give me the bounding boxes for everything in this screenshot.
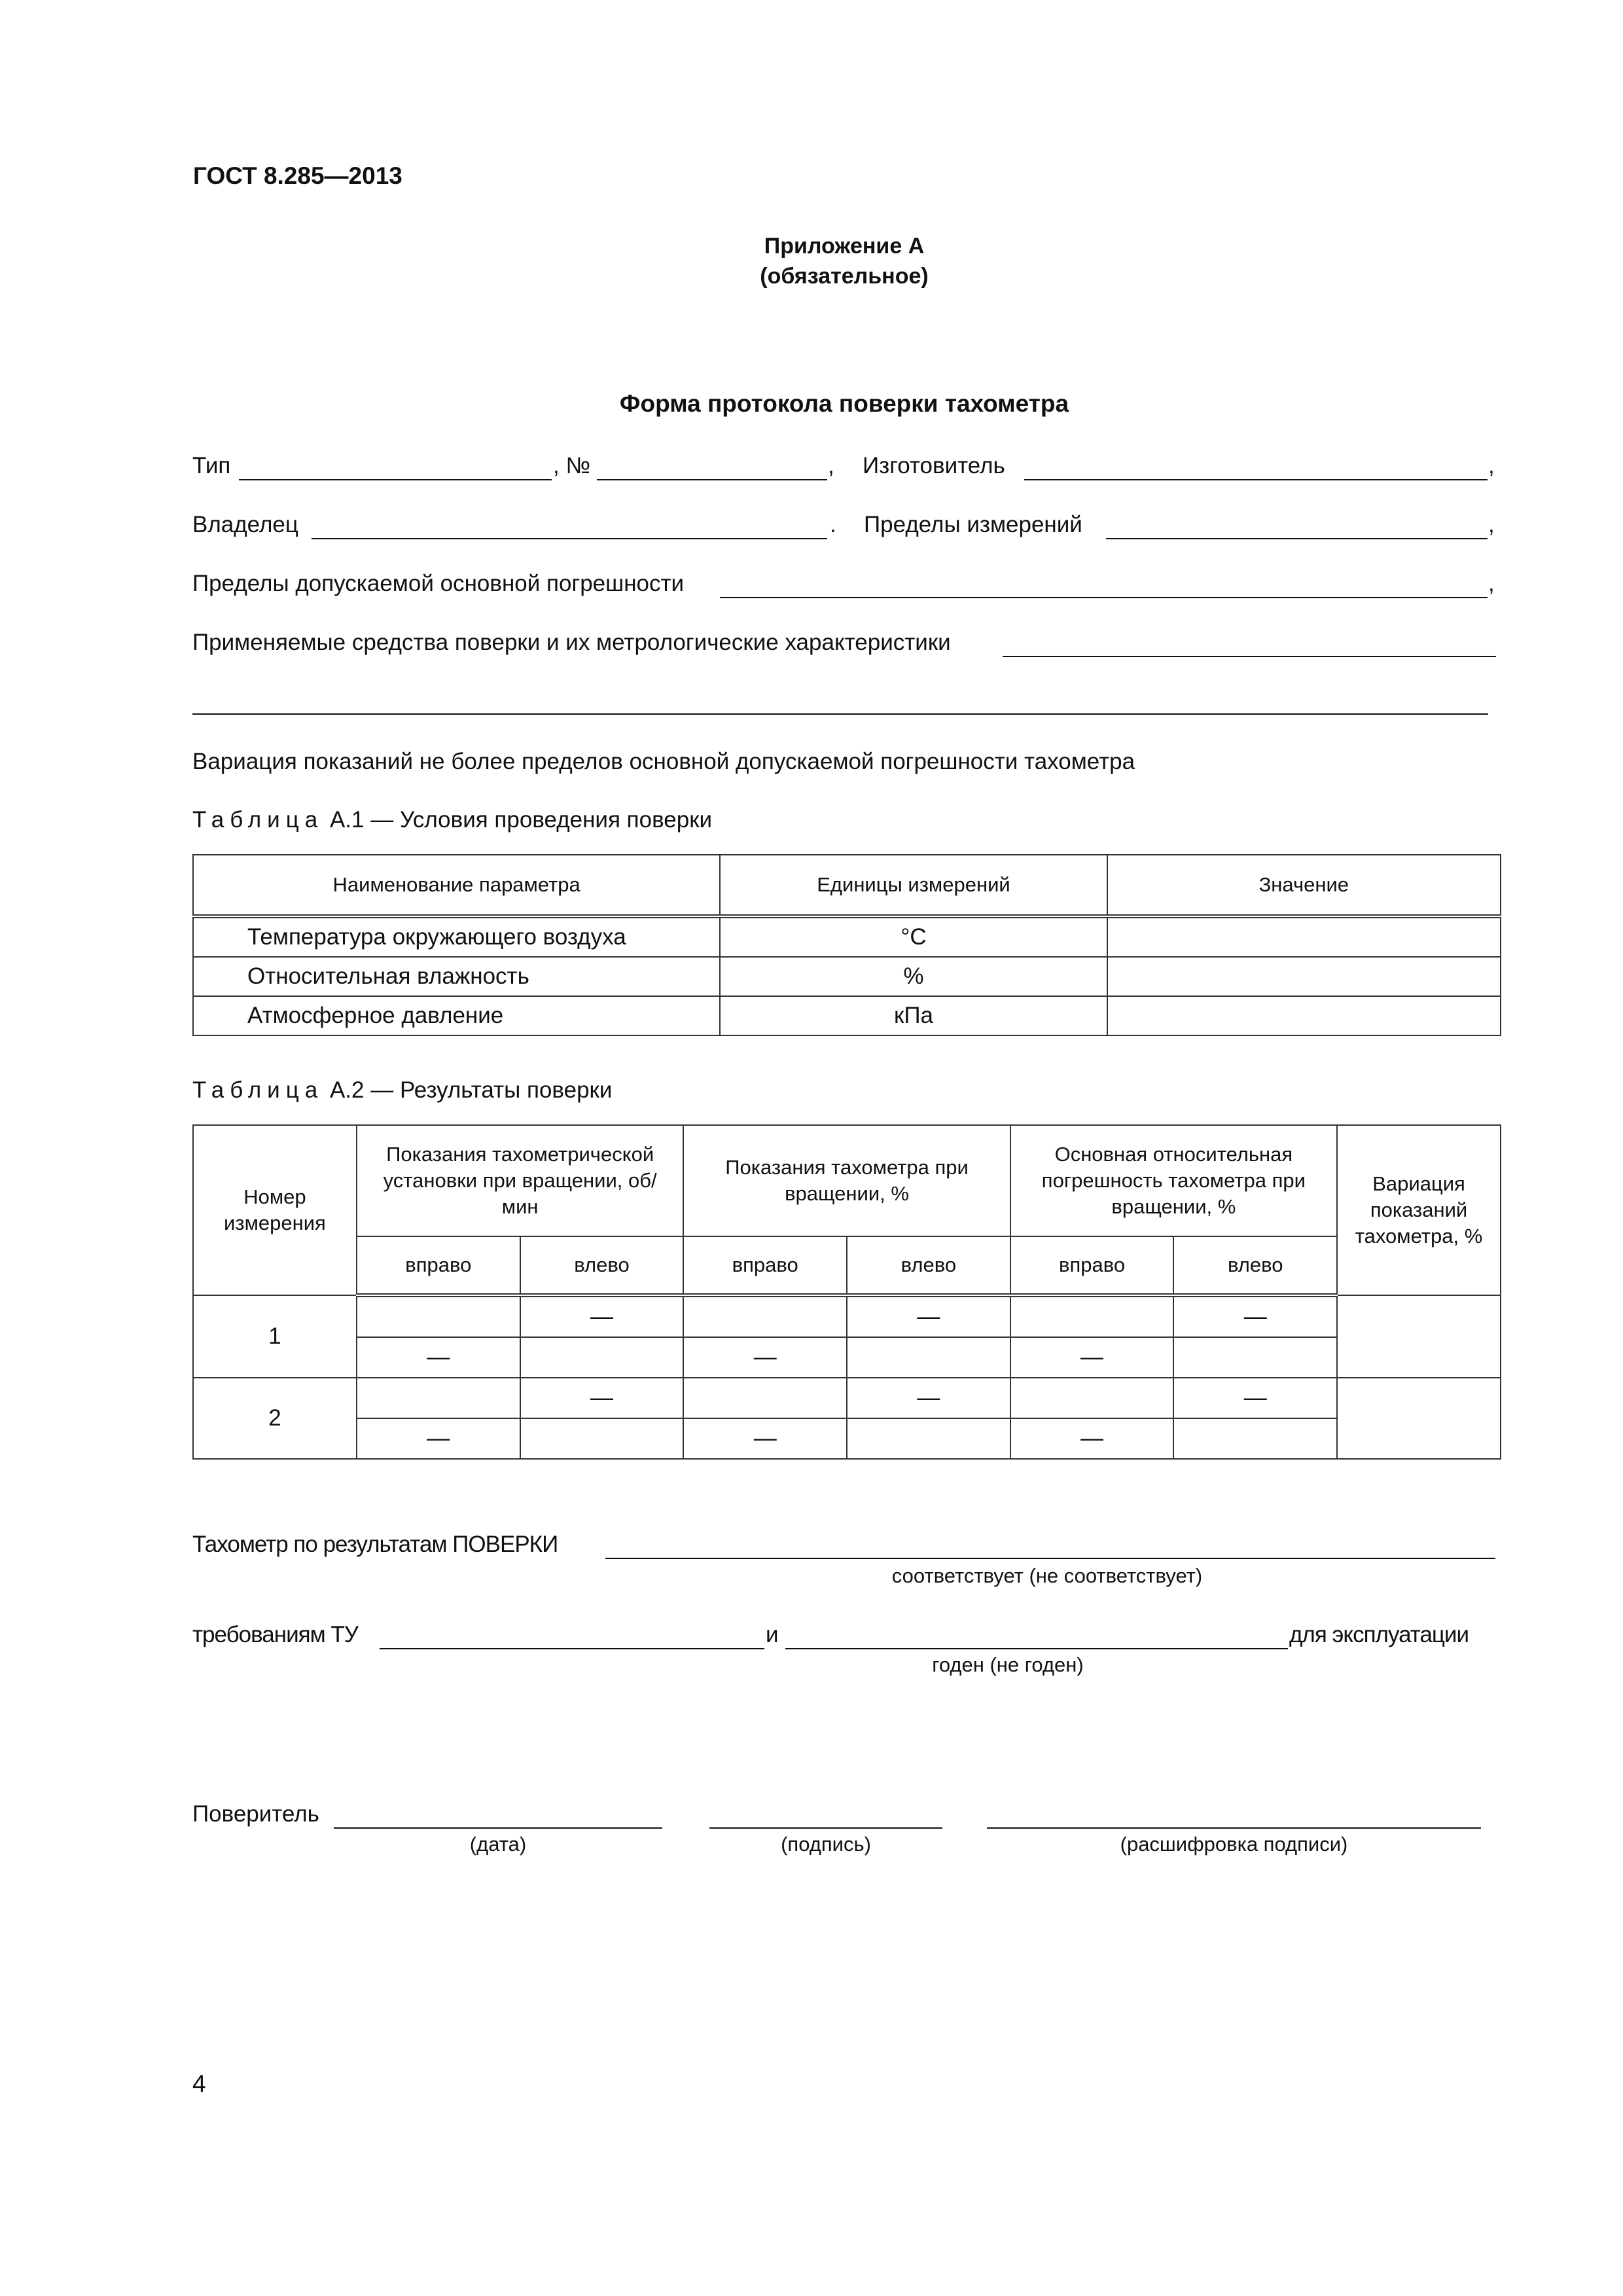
date-caption: (дата) (469, 1833, 527, 1856)
table-a1-param-name: Температура окружающего воздуха (193, 916, 720, 957)
range-label: Пределы измерений (864, 512, 1082, 537)
error-limits-label: Пределы допускаемой основной погрешности (192, 571, 685, 596)
table-a1-param-value[interactable] (1107, 957, 1501, 996)
table-a1-param-name: Относительная влажность (193, 957, 720, 996)
table-a2-dash: — (1173, 1295, 1337, 1337)
error-limits-end: , (1488, 571, 1495, 596)
table-a1-param-value[interactable] (1107, 916, 1501, 957)
measurement-number: 2 (193, 1378, 357, 1459)
appendix-title: Приложение А (764, 234, 925, 259)
number-end: , (828, 453, 834, 478)
owner-field[interactable] (312, 513, 827, 539)
conclusion-label: Тахометр по результатам ПОВЕРКИ (192, 1532, 558, 1557)
table-a2-cell[interactable] (520, 1337, 684, 1378)
table-a2-cell[interactable] (520, 1418, 684, 1459)
table-a2-cell[interactable] (847, 1337, 1010, 1378)
table-a2-dash: — (357, 1337, 520, 1378)
table-a1-param-value[interactable] (1107, 996, 1501, 1035)
table-a2-subheader-left: влево (847, 1236, 1010, 1295)
table-a2-cell[interactable] (683, 1295, 847, 1337)
table-a2-dash: — (1010, 1418, 1174, 1459)
number-field[interactable] (597, 454, 827, 480)
table-a2-header-number: Номер измерения (193, 1125, 357, 1295)
variation-text: Вариация показаний не более пределов основной допускаемой погрешности тахометра (192, 749, 1135, 774)
table-a2-dash: — (847, 1378, 1010, 1418)
table-a1-param-unit: % (720, 957, 1107, 996)
conclusion-compliance-caption: соответствует (не соответствует) (891, 1564, 1203, 1587)
number-label: , № (553, 453, 590, 478)
table-a2-dash: — (683, 1418, 847, 1459)
table-row (193, 916, 1501, 957)
table-a2-dash: — (520, 1295, 684, 1337)
table-a2-header-variation: Вариация показаний тахометра, % (1337, 1125, 1501, 1295)
type-field[interactable] (239, 454, 552, 480)
table-a2-caption-prefix: Таблица (192, 1077, 324, 1103)
range-field[interactable] (1106, 513, 1488, 539)
table-a2-subheader-right: вправо (683, 1236, 847, 1295)
manufacturer-end: , (1488, 453, 1495, 478)
date-field[interactable] (334, 1803, 662, 1829)
error-limits-field[interactable] (720, 572, 1488, 598)
type-label: Тип (192, 453, 231, 478)
table-a2-variation-cell[interactable] (1337, 1378, 1501, 1459)
operation-label: для эксплуатации (1289, 1622, 1469, 1647)
table-row (193, 996, 1501, 1035)
manufacturer-field[interactable] (1024, 454, 1488, 480)
table-a2-subheader-right: вправо (1010, 1236, 1174, 1295)
name-decoding-field[interactable] (987, 1803, 1481, 1829)
table-a2-dash: — (1173, 1378, 1337, 1418)
table-a2-header-setup: Показания тахометрической установки при вращении, об/мин (357, 1125, 683, 1236)
table-a2-cell[interactable] (357, 1378, 520, 1418)
signature-field[interactable] (709, 1803, 942, 1829)
table-a2-cell[interactable] (1173, 1418, 1337, 1459)
and-label: и (766, 1622, 779, 1647)
table-row (193, 1378, 1501, 1418)
table-a2-cell[interactable] (1010, 1295, 1174, 1337)
table-a1-header-parameter: Наименование параметра (193, 855, 720, 916)
table-a1-param-unit: кПа (720, 996, 1107, 1035)
table-a2-cell[interactable] (847, 1418, 1010, 1459)
table-a1-caption-text: А.1 — Условия проведения поверки (323, 807, 713, 833)
fitness-caption: годен (не годен) (932, 1653, 1084, 1676)
manufacturer-label: Изготовитель (863, 453, 1005, 478)
page-number: 4 (192, 2070, 206, 2097)
table-a1-header-value: Значение (1107, 855, 1501, 916)
table-row (193, 1295, 1501, 1337)
table-a1-param-name: Атмосферное давление (193, 996, 720, 1035)
table-a1-param-unit: °С (720, 916, 1107, 957)
table-a2-cell[interactable] (1010, 1378, 1174, 1418)
verifier-label: Поверитель (192, 1801, 319, 1827)
means-field[interactable] (1003, 631, 1496, 657)
means-field-continuation[interactable] (192, 689, 1488, 715)
table-a2-caption-text: А.2 — Результаты поверки (323, 1077, 613, 1103)
owner-label: Владелец (192, 512, 298, 537)
tu-field[interactable] (380, 1623, 764, 1649)
table-a1-caption (192, 807, 712, 833)
document-standard-id: ГОСТ 8.285—2013 (193, 162, 402, 189)
table-a2-subheader-left: влево (520, 1236, 684, 1295)
form-title: Форма протокола поверки тахометра (619, 390, 1069, 417)
table-a2-cell[interactable] (1173, 1337, 1337, 1378)
fitness-field[interactable] (785, 1623, 1288, 1649)
table-a2-dash: — (847, 1295, 1010, 1337)
table-a2-variation-cell[interactable] (1337, 1295, 1501, 1378)
table-a2-header-error: Основная относительная погрешность тахометра при вращении, % (1010, 1125, 1337, 1236)
table-a2-header-tachometer: Показания тахометра при вращении, % (683, 1125, 1010, 1236)
table-a1-header-unit: Единицы измерений (720, 855, 1107, 916)
table-row (193, 1337, 1501, 1378)
table-a2-dash: — (357, 1418, 520, 1459)
appendix-note: (обязательное) (760, 264, 929, 289)
signature-caption: (подпись) (781, 1833, 871, 1856)
table-a2-caption (192, 1077, 612, 1103)
table-a2-cell[interactable] (357, 1295, 520, 1337)
table-a2-dash: — (683, 1337, 847, 1378)
requirements-label: требованиям ТУ (192, 1622, 358, 1647)
table-row (193, 957, 1501, 996)
means-label: Применяемые средства поверки и их метрологические характеристики (192, 630, 951, 655)
table-a2-dash: — (1010, 1337, 1174, 1378)
table-row (193, 1418, 1501, 1459)
table-a2-cell[interactable] (683, 1378, 847, 1418)
table-a1 (192, 854, 1501, 1036)
table-a2-subheader-right: вправо (357, 1236, 520, 1295)
table-a2 (192, 1124, 1501, 1460)
name-decoding-caption: (расшифровка подписи) (1120, 1833, 1348, 1856)
measurement-number: 1 (193, 1295, 357, 1378)
table-a1-caption-prefix: Таблица (192, 807, 324, 833)
table-a2-dash: — (520, 1378, 684, 1418)
owner-end: . (830, 512, 836, 537)
table-a2-subheader-left: влево (1173, 1236, 1337, 1295)
conclusion-compliance-field[interactable] (605, 1533, 1495, 1559)
range-end: , (1488, 512, 1495, 537)
